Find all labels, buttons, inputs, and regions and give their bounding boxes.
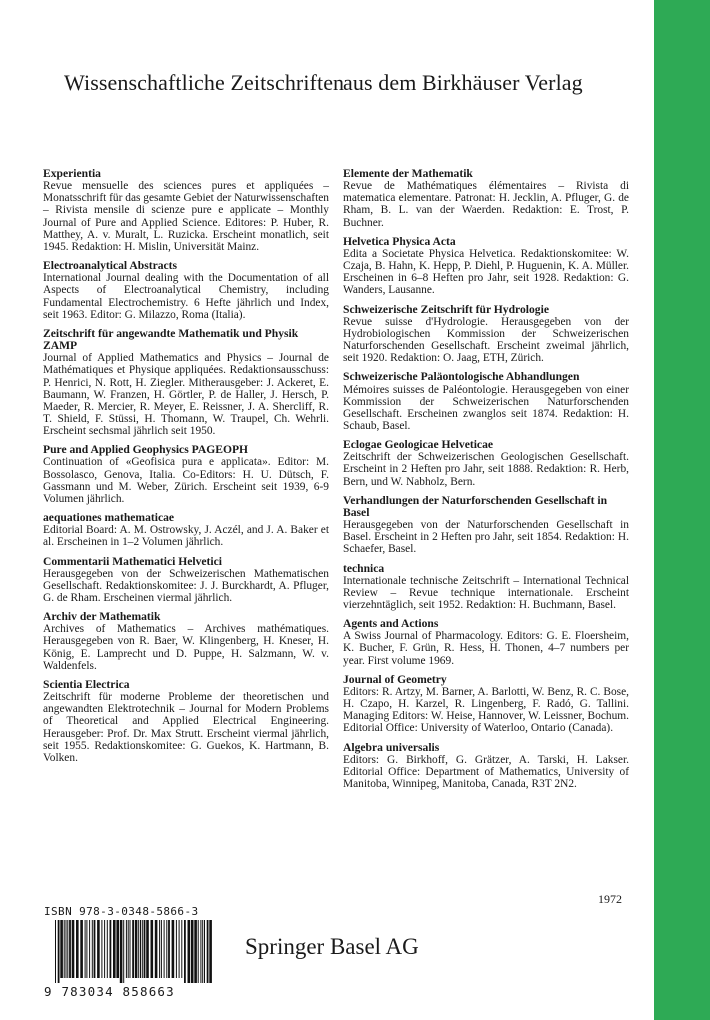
barcode-bar [146,920,149,978]
journal-title: Pure and Applied Geophysics PAGEOPH [43,443,249,457]
barcode-bar [126,920,127,978]
barcode-bar [60,920,63,978]
journal-entry [43,328,329,437]
journal-title: Verhandlungen der Naturforschenden Gesellschaft in Basel [343,493,608,519]
barcode-bar [55,920,56,983]
journal-entry [43,260,329,321]
journal-entry [343,742,629,791]
barcode-bar [120,920,123,983]
barcode-bar [76,920,79,978]
barcode-bar [130,920,131,978]
barcode-bar [172,920,175,978]
header-title-part2: aus dem Birkhäuser Verlag [343,70,583,95]
barcode-bar [188,920,191,983]
journal-description: Zeitschrift der Schweizerischen Geologischen Gesellschaft. Erscheint in 2 Heften pro Jahr, seit 1888. Redaktion: R. Herb, Bern, und W. Nabholz, Bern. [343,451,629,488]
barcode-bar [97,920,100,978]
barcode-bar [67,920,68,978]
publication-year: 1972 [598,892,622,906]
journal-description: Journal of Applied Mathematics and Physics – Journal de Mathématiques et Physique appliquées. Redaktionsausschuss: P. Henrici, N. Rott, H. Ziegler. Mitherausgeber: J. Ackeret, E. Baumann, W. Franzen, H. Görtler, P. de Haller, J. Hersch, P. Maeder, R. Mercier, R. Meyer, E. Reissner, J. A. Shercliff, R. T. Shield, F. Stüssi, H. Thomann, W. Traupel, Ch. Wehrli. Erscheint sechsmal jährlich seit 1950. [43,352,329,438]
barcode-bar [144,920,146,978]
journal-title: Archiv der Mathematik [43,610,161,624]
journal-title: Scientia Electrica [43,677,130,691]
barcode-bar [161,920,162,978]
barcode-bar [66,920,67,978]
barcode-bar [200,920,201,983]
journal-title: Helvetica Physica Acta [343,234,456,248]
barcode-bar [207,920,209,983]
journal-description: Internationale technische Zeitschrift – International Technical Review – Revue technique internationale. Erscheint vierzehntäglich, seit 1952. Redaktion: H. Buchmann, Basel. [343,574,629,611]
journal-description: Edita a Societate Physica Helvetica. Redaktionskomitee: W. Czaja, B. Hahn, K. Hepp, P. Diehl, P. Huguenin, K. A. Müller. Erscheinen in 6–8 Heften pro Jahr, seit 1928. Redaktion: G. Wanders, Lausanne. [343,247,629,297]
journal-entry [43,679,329,764]
barcode-bar [104,920,105,978]
barcode-bar [164,920,165,978]
barcode-bar [58,920,60,983]
journal-title: Eclogae Geologicae Helveticae [343,438,494,452]
barcode-bar [132,920,134,978]
journal-entry [343,304,629,365]
isbn-label: ISBN 978-3-0348-5866-3 [44,905,199,918]
journal-description: A Swiss Journal of Pharmacology. Editors: G. E. Floersheim, K. Bucher, F. Grün, R. Hess, H. Thonen, 4–7 numbers per year. First volume 1969. [343,630,629,667]
journal-entry [43,556,329,605]
journal-title: Schweizerische Zeitschrift für Hydrologie [343,302,549,316]
barcode-bar [151,920,154,978]
journal-description: International Journal dealing with the Documentation of all Aspects of Electroanalytical Chemistry, including Fundamental Electrochemistry. 6 Hefte jährlich und Index, seit 1963. Editor: G. Milazzo, Roma (Italia). [43,272,329,321]
left-journal-column [43,168,329,771]
journal-entry [343,563,629,612]
barcode-bar [64,920,65,978]
barcode-bar [155,920,158,978]
barcode-number: 9 783034 858663 [44,984,175,999]
barcode-bar [159,920,160,978]
journal-entry [343,371,629,432]
journal-entry [43,611,329,672]
journal-description: Revue de Mathématiques élémentaires – Rivista di matematica elementare. Patronat: H. Jecklin, A. Pfluger, G. de Rham, B. L. van der Waerden. Redaktion: E. Trost, P. Buchner. [343,180,629,229]
journal-entry [43,444,329,505]
journal-title: technica [343,561,385,575]
journal-description: Editors: R. Artzy, M. Barner, A. Barlotti, W. Benz, R. C. Bose, H. Czapo, H. Karzel, R. Lingenberg, F. Radó, G. Tallini. Managing Editors: W. Heise, Hannover, W. Leissner, Bochum. Editorial Office: University of Waterloo, Ontario (Canada). [343,685,629,735]
journal-entry [343,618,629,667]
journal-title: Elemente der Mathematik [343,167,473,180]
barcode-bar [166,920,167,978]
journal-title: Schweizerische Paläontologische Abhandlungen [343,370,580,384]
barcode-bar [128,920,129,978]
journal-description: Editors: G. Birkhoff, G. Grätzer, A. Tarski, H. Lakser. Editorial Office: Department of Mathematics, University of Manitoba, Winnipeg, Manitoba, Canada, R3T 2N2. [343,753,629,791]
barcode-bar [89,920,90,978]
journal-title: Agents and Actions [343,617,439,631]
barcode-bar [204,920,205,983]
barcode-bar [176,920,177,978]
journal-entry [343,674,629,735]
journal-entry [343,168,629,229]
journal-entry [343,236,629,297]
barcode-bar [179,920,180,978]
barcode-bar [184,920,186,983]
journal-title: aequationes mathematicae [43,511,175,525]
barcode-bar [168,920,170,978]
header-title-part1: Wissenschaftliche Zeitschriften [64,70,345,95]
barcode-bar [85,920,86,978]
barcode-bar [202,920,203,983]
barcode-bar [69,920,71,978]
journal-title: Journal of Geometry [343,672,447,686]
barcode-bar [191,920,194,983]
journal-description: Herausgegeben von der Schweizerischen Mathematischen Gesellschaft. Redaktionskomitee: J. J. Burckhardt, A. Pfluger, G. de Rham. Erscheinen viermal jährlich. [43,567,329,604]
barcode-bar [113,920,116,978]
barcode-bar [107,920,108,978]
barcode-bar [138,920,139,978]
barcode-bar [135,920,138,978]
journal-title: Electroanalytical Abstracts [43,259,178,273]
journal-entry [343,439,629,488]
barcode-bar [140,920,141,978]
barcode-bar [142,920,143,978]
journal-title: Zeitschrift für angewandte Mathematik und Physik ZAMP [43,326,299,353]
barcode-bar [94,920,96,978]
barcode-bar [92,920,93,978]
barcode-bar [209,920,212,983]
publisher-name: Springer Basel AG [245,934,419,959]
barcode-bar [72,920,75,978]
barcode-bar [86,920,87,978]
journal-description: Continuation of «Geofisica pura e applicata». Editor: M. Bossolasco, Genova, Italia. Co-Editors: H. U. Dütsch, F. Gassmann und M. Weber, Zürich. Erscheint seit 1939, 6-9 Volumen jährlich. [43,456,329,505]
journal-entry [43,168,329,253]
barcode-bar [181,920,182,978]
barcode-bar [80,920,83,978]
right-journal-column [343,168,629,797]
journal-description: Mémoires suisses de Paléontologie. Herausgegeben von einer Kommission der Schweizerischen Naturforschenden Gesellschaft. Erscheinen zwanglos seit 1874. Redaktion: H. Schaub, Basel. [343,383,629,432]
journal-title: Commentarii Mathematici Helvetici [43,554,222,568]
journal-entry [43,512,329,548]
barcode-bar [110,920,112,978]
journal-entry [343,495,629,556]
barcode-bar [123,920,124,983]
journal-title: Algebra universalis [343,740,440,754]
journal-description: Revue mensuelle des sciences pures et appliquées – Monatsschrift für das gesamte Gebiet der Naturwissenschaften – Rivista mensile di scienze pure e applicate – Monthly Journal of Pure and Applied Science. Editores: P. Huber, R. Matthey, A. v. Muralt, L. Ruzicka. Erscheint monatlich, seit 1945. Redaktion: H. Mislin, Universität Mainz. [43,180,329,253]
barcode-bar [194,920,197,983]
barcode-bar [198,920,199,983]
journal-description: Editorial Board: A. M. Ostrowsky, J. Aczél, and J. A. Baker et al. Erscheinen in 1–2 Volumen jährlich. [43,524,329,549]
journal-description: Zeitschrift für moderne Probleme der theoretischen und angewandten Elektrotechnik – Journal for Modern Problems of Theoretical and Applied Electrical Engineering. Herausgeber: Prof. Dr. Max Strutt. Erscheint viermal jährlich, seit 1955. Redaktionskomitee: G. Guekos, K. Hartmann, B. Volken. [43,691,329,764]
barcode-image [53,920,213,983]
journal-title: Experientia [43,167,101,180]
barcode-bar [116,920,119,978]
journal-description: Revue suisse d'Hydrologie. Herausgegeben von der Hydrobiologischen Kommission der Schweizerischen Naturforschenden Gesellschaft. Erscheint zweimal jährlich, seit 1920. Redaktion: O. Jaag, ETH, Zürich. [343,315,629,365]
journal-description: Herausgegeben von der Naturforschenden Gesellschaft in Basel. Erscheint in 2 Heften pro Jahr, seit 1854. Redaktion: H. Schaefer, Basel. [343,519,629,556]
green-spine-bar [654,0,710,1020]
journal-description: Archives of Mathematics – Archives mathématiques. Herausgegeben von R. Baer, W. Klingenberg, H. Kneser, H. König, E. Lamprecht und D. Puppe, H. Salzmann, W. v. Waldenfels. [43,623,329,672]
barcode-bar [101,920,102,978]
